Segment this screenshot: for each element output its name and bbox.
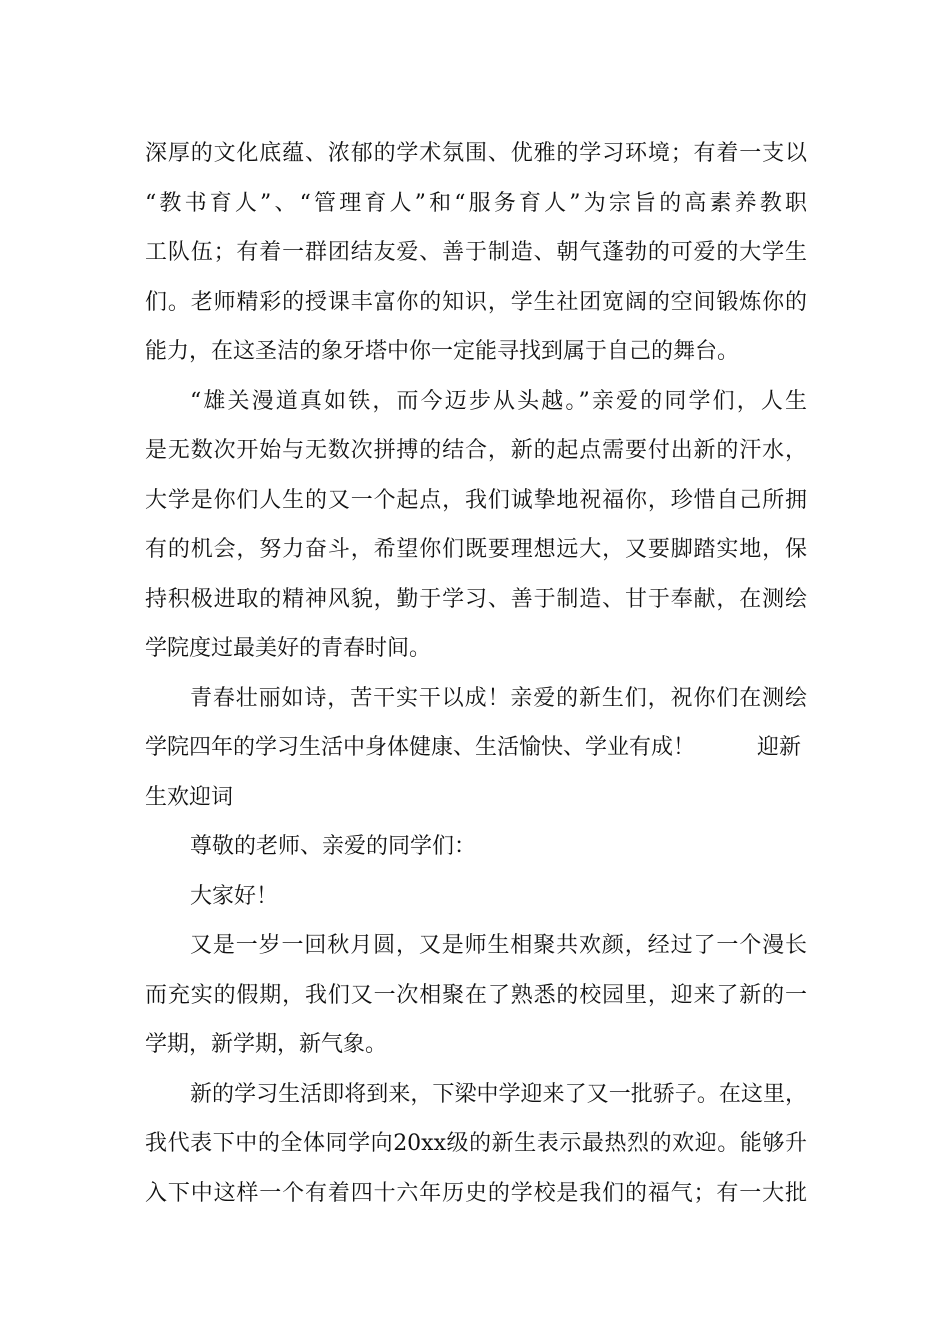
text-line: 深厚的文化底蕴、浓郁的学术氛围、优雅的学习环境；有着一支以 <box>145 141 807 166</box>
paragraph-first-line: 新的学习生活即将到来，下梁中学迎来了又一批骄子。在这里， <box>190 1081 807 1107</box>
heading-fragment: 迎新 <box>757 735 802 760</box>
text-line: 入下中这样一个有着四十六年历史的学校是我们的福气；有一大批 <box>145 1180 807 1206</box>
text-line: “教书育人”、“管理育人”和“服务育人”为宗旨的高素养教职 <box>145 190 807 216</box>
paragraph-first-line: 青春壮丽如诗，苦干实干以成！亲爱的新生们，祝你们在测绘 <box>190 685 807 711</box>
paragraph-first-line: “雄关漫道真如铁，而今迈步从头越。”亲爱的同学们，人生 <box>190 388 807 414</box>
text-line: 我代表下中的全体同学向20xx级的新生表示最热烈的欢迎。能够升 <box>145 1131 807 1156</box>
text-line: 是无数次开始与无数次拼搏的结合，新的起点需要付出新的汗水， <box>145 438 807 463</box>
text-segment: 学院四年的学习生活中身体健康、生活愉快、学业有成！ <box>145 735 696 760</box>
paragraph-first-line: 又是一岁一回秋月圆，又是师生相聚共欢颜，经过了一个漫长 <box>190 933 807 958</box>
greeting: 大家好！ <box>190 883 279 909</box>
text-line: 而充实的假期，我们又一次相聚在了熟悉的校园里，迎来了新的一 <box>145 982 807 1008</box>
text-line: 能力，在这圣洁的象牙塔中你一定能寻找到属于自己的舞台。 <box>145 339 740 364</box>
text-line-with-heading <box>145 727 807 777</box>
text-line: 学期，新学期，新气象。 <box>145 1032 388 1057</box>
heading-fragment-line: 生欢迎词 <box>145 784 234 810</box>
salutation: 尊敬的老师、亲爱的同学们： <box>190 834 477 859</box>
text-line: 工队伍；有着一群团结友爱、善于制造、朝气蓬勃的可爱的大学生 <box>145 240 807 265</box>
text-line: 们。老师精彩的授课丰富你的知识，学生社团宽阔的空间锻炼你的 <box>145 289 807 315</box>
text-line: 大学是你们人生的又一个起点，我们诚挚地祝福你，珍惜自己所拥 <box>145 487 807 513</box>
document-body <box>145 133 807 1222</box>
text-line: 持积极进取的精神风貌，勤于学习、善于制造、甘于奉献，在测绘 <box>145 586 807 612</box>
text-line: 有的机会，努力奋斗，希望你们既要理想远大，又要脚踏实地，保 <box>145 537 807 562</box>
text-line: 学院度过最美好的青春时间。 <box>145 636 432 661</box>
